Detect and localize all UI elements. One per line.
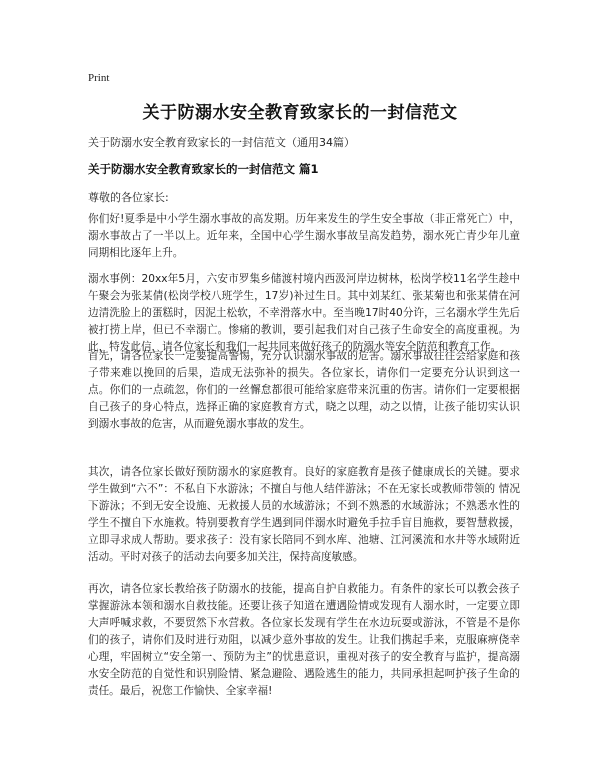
section-heading: 关于防溺水安全教育致家长的一封信范文 篇1 <box>88 162 319 176</box>
print-label: Print <box>88 72 110 84</box>
paragraph-intro: 你们好!夏季是中小学生溺水事故的高发期。历年来发生的学生安全事故（非正常死亡）中，溺水事故占了一半以上。近年来，全国中心学生溺水事故呈高发趋势，溺水死亡青少年儿童同期相比逐年上升。 <box>88 213 520 259</box>
paragraph-incident: 溺水事例：20xx年5月，六安市罗集乡储渡村境内西汲河岸边树林，松岗学校11名学生趁中午聚会为张某倩(松岗学校八班学生，17岁)补过生日。其中刘某红、张某菊也和张某倩在河边清洗脸上的蛋糕时，因泥土松软，不幸滑落水中。至当晚17时40分许，三名溺水学生先后被打捞上岸，但已不幸溺亡。惨痛的教训，要引起我们对自己孩子生命安全的高度重视。为此，特发此信，请各位家长和我们一起共同来做好孩子的防溺水等安全防范和教育工作。 <box>88 273 520 353</box>
paragraph-second: 其次，请各位家长做好预防溺水的家庭教育。良好的家庭教育是孩子健康成长的关键。要求学生做到“六不”：不私自下水游泳；不擅自与他人结伴游泳；不在无家长或教师带领的 情况下游泳；不到无安全设施、无救援人员的水域游泳；不到不熟悉的水域游泳；不熟悉水性的学生不擅自下水施救。特别要教育学生遇到同伴溺水时避免手拉手盲目施救，要智慧救援，立即寻求成人帮助。要求孩子：没有家长陪同不到水库、池塘、江河溪流和水井等水域附近活动。平时对孩子的活动去向要多加关注，保持高度敏感。 <box>88 466 520 563</box>
salutation: 尊敬的各位家长: <box>88 191 169 204</box>
document-subtitle: 关于防溺水安全教育致家长的一封信范文（通用34篇） <box>88 136 355 149</box>
page-title: 关于防溺水安全教育致家长的一封信范文 <box>142 103 458 123</box>
paragraph-first: 首先，请各位家长一定要提高警惕，充分认识溺水事故的危害。溺水事故往往会给家庭和孩子带来难以挽回的后果，造成无法弥补的损失。各位家长，请你们一定要充分认识到这一点。你们的一点疏忽，你们的一丝懈怠都很可能给家庭带来沉重的伤害。请你们一定要根据自己孩子的身心特点，选择正确的家庭教育方式，晓之以理，动之以情，让孩子能切实认识到溺水事故的危害，从而避免溺水事故的发生。 <box>88 350 520 430</box>
paragraph-third: 再次，请各位家长教给孩子防溺水的技能，提高自护自救能力。有条件的家长可以教会孩子掌握游泳本领和溺水自救技能。还要让孩子知道在遭遇险情或发现有人溺水时，一定要立即大声呼喊求救，不要贸然下水营救。各位家长发现有学生在水边玩耍或游泳，不管是不是你们的孩子，请你们及时进行劝阻，以减少意外事故的发生。让我们携起手来，克服麻痹侥幸心理，牢固树立“安全第一、预防为主”的忧患意识，重视对孩子的安全教育与监护，提高溺水安全防范的自觉性和识别险情、紧急避险、遇险逃生的能力，共同承担起呵护孩子生命的责任。最后，祝您工作愉快、全家幸福! <box>88 583 520 697</box>
